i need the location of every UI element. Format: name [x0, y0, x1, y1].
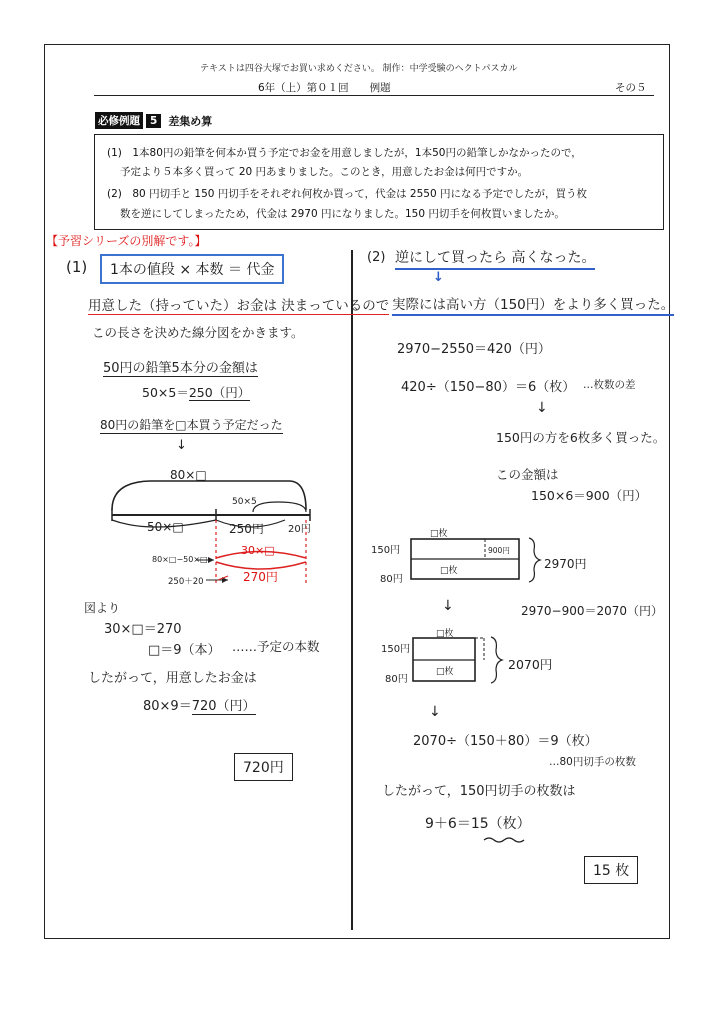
d1-row2-label: 80円	[380, 574, 403, 585]
solution1-label: (1)	[66, 258, 88, 276]
solution2-eq5-note: …80円切手の枚数	[549, 756, 636, 768]
solution1-calc2	[143, 695, 256, 714]
d1-small-label: 900円	[488, 546, 510, 555]
diff-red-2: 270円	[243, 570, 278, 584]
solution1-conclusion: したがって，用意したお金は	[88, 671, 257, 686]
solution2-headline: 逆にして買ったら 高くなった。	[395, 247, 595, 270]
header-notice: テキストは四谷大塚でお買い求めください。 制作：中学受験のヘクトパスカル	[200, 64, 518, 74]
calc1-expr: 50×5＝	[142, 385, 189, 400]
solution1-eq1: 30×□＝270	[104, 622, 182, 637]
section-heading	[95, 112, 212, 129]
problem2-line1: (2) 80 円切手と 150 円切手をそれぞれ何枚か買って，代金は 2550 円になる予定でしたが，買う枚	[107, 188, 587, 200]
solution1-eq2-note: ……予定の本数	[232, 639, 320, 654]
d1-top-label: □枚	[430, 529, 448, 539]
diff-red-1: 30×□	[241, 544, 275, 557]
seg-mid-label: 250円	[229, 522, 264, 536]
solution1-eq2: □＝9（本）	[148, 643, 221, 658]
solution2-final	[425, 813, 531, 833]
d2-row1-label: 150円	[381, 644, 411, 655]
section-tag: 必修例題	[95, 112, 143, 129]
d2-total-label: 2070円	[508, 657, 553, 672]
calc2-expr: 80×9＝	[143, 699, 192, 714]
solution2-arrow3: ↓	[442, 598, 454, 614]
page-title: 6年（上）第０１回 例題	[258, 82, 391, 94]
diff-label: 80×□−50×□	[152, 555, 208, 564]
header-rule	[94, 95, 654, 96]
d1-bottom-label: □枚	[440, 566, 458, 576]
solution2-line4: この金額は	[496, 467, 559, 482]
seg-top-label: 80×□	[170, 468, 207, 482]
fig-label: 図より	[84, 601, 121, 615]
part-label: その５	[615, 82, 647, 94]
solution2-conclusion: したがって，150円切手の枚数は	[382, 784, 576, 799]
section-number: 5	[146, 114, 161, 128]
problem1-line2: 予定より５本多く買って 20 円あまりました。このとき，用意したお金は何円ですか。	[120, 166, 529, 178]
solution1-calc1	[142, 383, 250, 401]
solution2-eq2: 420÷（150−80）＝6（枚）	[401, 380, 576, 395]
problem2-line2: 数を逆にしてしまったため，代金は 2970 円になりました。150 円切手を何枚買いましたか。	[120, 208, 565, 220]
solution1-line3: 50円の鉛筆5本分の金額は	[103, 357, 258, 377]
seg-left-label: 50×□	[147, 520, 184, 534]
solution2-arrow4: ↓	[429, 704, 441, 720]
section-title: 差集め算	[168, 114, 213, 128]
seg-small-label: 50×5	[232, 497, 257, 507]
solution2-eq2-note: …枚数の差	[583, 379, 636, 391]
note-text: 【予習シリーズの別解です。】	[46, 234, 207, 248]
seg-right-label: 20円	[288, 524, 311, 535]
solution1-arrow: ↓	[176, 438, 187, 453]
d2-top-label: □枚	[436, 629, 454, 639]
final-expr: 9＋6＝	[425, 816, 471, 832]
d1-total-label: 2970円	[544, 557, 587, 571]
solution1-answer-box: 720円	[234, 753, 293, 781]
solution2-label: (2)	[367, 250, 386, 265]
solution2-line3: 150円の方を6枚多く買った。	[496, 430, 666, 445]
solution2-arrow2: ↓	[536, 400, 548, 416]
solution1-line2: この長さを決めた線分図をかきます。	[92, 325, 304, 340]
solution2-eq1: 2970−2550＝420（円）	[397, 342, 551, 357]
solution2-eq4: 2970−900＝2070（円）	[521, 604, 664, 618]
solution1-line1: 用意した（持っていた）お金は 決まっているので	[88, 294, 389, 315]
solution2-eq3: 150×6＝900（円）	[531, 488, 648, 503]
final-answer: 15（枚）	[470, 816, 531, 832]
d2-row2-label: 80円	[385, 674, 408, 685]
d2-bottom-label: □枚	[436, 667, 454, 677]
d1-row1-label: 150円	[371, 545, 401, 556]
calc2-answer: 720（円）	[191, 699, 256, 714]
solution2-answer-box: 15 枚	[584, 856, 638, 884]
solution2-eq5: 2070÷（150＋80）＝9（枚）	[413, 734, 598, 749]
problem1-line1: (1) 1本80円の鉛筆を何本か買う予定でお金を用意しましたが，1本50円の鉛筆しかなかったので，	[107, 147, 582, 159]
solution2-line2: 実際には高い方（150円）をより多く買った。	[392, 293, 674, 316]
column-divider	[351, 250, 353, 930]
solution2-arrow-blue: ↓	[433, 270, 444, 285]
solution1-formula: 1本の値段 × 本数 ＝ 代金	[100, 254, 284, 284]
sum-label: 250＋20	[168, 577, 204, 587]
solution1-line4: 80円の鉛筆を□本買う予定だった	[100, 418, 283, 432]
calc1-answer: 250（円）	[188, 385, 251, 400]
